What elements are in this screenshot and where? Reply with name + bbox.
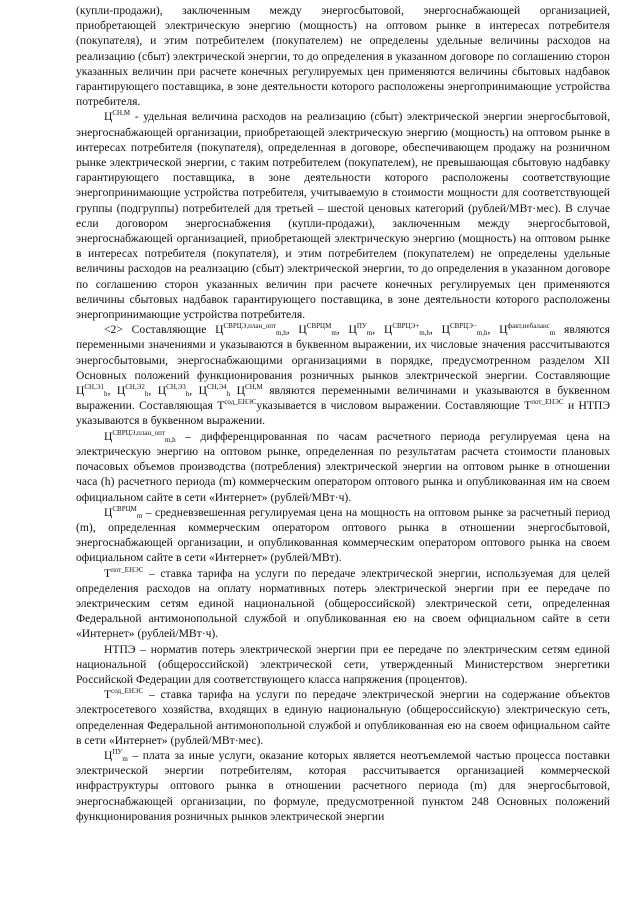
paragraph: $Т^{пот\_ЕНЭС}$ – ставка тарифа на услуги по передаче электрической энергии, используемая для целей определения расходов на оплату нормативных потерь электрической энергии при ее передаче по электрическим сетям единой национальной (общероссийской) электрической сети, определенная Федеральной антимонопольной службой и опубликованная ею на своем официальном сайте в сети «Интернет» (рублей/МВт·ч).	[76, 565, 610, 641]
formula-symbol: $Т^{сод\_ЕНЭС}$	[104, 687, 144, 702]
formula-symbol: $Т^{пот\_ЕНЭС}$	[104, 565, 144, 580]
paragraph: $Ц^{ПУ}_m$ – плата за иные услуги, оказание которых является неотъемлемой частью процесса поставки электрической энергии потребителям, которая рассчитывается организацией коммерческой инфраструктуры оптового рынка в отношении расчетного периода (m) для энергосбытовой, энергоснабжающей организации, по формуле, предусмотренной пунктом 248 Основных положений функционирования розничных рынков электрической энергии	[76, 747, 610, 823]
formula-symbol: $Ц^{СН,М}$	[236, 383, 263, 398]
formula-symbol: $Ц^{СН,Э4}_h$	[198, 383, 231, 399]
formula-symbol: $Ц^{СВРЦЭ+}_{m,h}$	[383, 322, 430, 338]
formula-symbol: $Ц^{СН,М}$	[104, 109, 131, 124]
formula-symbol: $Ц^{СВРЦМ}_m$	[104, 504, 143, 520]
paragraph: (купли-продажи), заключенным между энергосбытовой, энергоснабжающей организацией, приобретающей электрическую энергию (мощность) на оптовом рынке в интересах потребителя (покупателя), и этим потребителем (покупателем) не определены удельные величины расходов на реализацию (сбыт) электрической энергии, то до определения в указанном договоре по соглашению сторон указанных величин при расчете конечных регулируемых цен применяются величины сбытовых надбавок гарантирующего поставщика, в зоне деятельности которого расположены энергопринимающие устройства потребителя.	[76, 4, 610, 109]
paragraph: <2> Составляющие $Ц^{СВРЦЭ,план\_опт}_{m,h}$, $Ц^{СВРЦМ}_m$, $Ц^{ПУ}_m$, $Ц^{СВРЦЭ+}_{m,h}$, $Ц^{СВРЦЭ-}_{m,h}$, $Ц^{факт,небаланс}_m$ являются переменными значениями и указываются в буквенном выражении, их числовые значения рассчитываются энергосбытовыми, энергоснабжающими организациями в порядке, предусмотренном разделом XII Основных положений функционирования розничных рынков электрической энергии. Составляющие $Ц^{СН,Э1}_h$, $Ц^{СН,Э2}_h$, $Ц^{СН,Э3}_h$, $Ц^{СН,Э4}_h$ $Ц^{СН,М}$ являются переменными величинами и указываются в буквенном выражении. Составляющая $Т^{сод\_ЕНЭС}указывается$ в числовом выражении. Составляющие $Т^{пот\_ЕНЭС}$ и НТПЭ указываются в буквенном выражении.	[76, 322, 611, 428]
paragraph: НТПЭ – норматив потерь электрической энергии при ее передаче по электрическим сетям единой национальной (общероссийской) электрической сети, утвержденный Министерством энергетики Российской Федерации для соответствующего класса напряжения (процентов).	[76, 642, 610, 686]
formula-symbol: $Т^{сод\_ЕНЭС}$	[217, 398, 257, 413]
formula-symbol: $Ц^{СВРЦЭ,план\_опт}_{m,h}$	[215, 322, 287, 338]
formula-symbol: $Ц^{СН,Э2}_h$	[116, 383, 149, 399]
formula-symbol: $Т^{пот\_ЕНЭС}$	[524, 398, 564, 413]
paragraph: $Ц^{СВРЦЭ,план\_опт}_{m,h}$ – дифференцированная по часам расчетного периода регулируемая цена на электрическую энергию на оптовом рынке, определенная по результатам расчета стоимости плановых почасовых объемов производства (потребления) электрической энергии на оптовом рынке в отношении часа (h) расчетного периода (m) коммерческим оператором оптового рынка и опубликованная им на своем официальном сайте в сети «Интернет» (рублей/МВт·ч).	[76, 428, 610, 504]
formula-symbol: $Ц^{СН,Э1}_h$	[76, 383, 108, 399]
formula-symbol: $Ц^{ПУ}_m$	[348, 322, 373, 338]
formula-symbol: $Ц^{СВРЦМ}_m$	[298, 322, 337, 338]
paragraph: $Т^{сод\_ЕНЭС}$ – ставка тарифа на услуги по передаче электрической энергии на содержание объектов электросетевого хозяйства, входящих в единую национальную (общероссийскую) электрическую сеть, определенная Федеральной антимонопольной службой и опубликованная ею на своем официальном сайте в сети «Интернет» (рублей/МВт·мес).	[76, 687, 610, 747]
formula-symbol: $Ц^{СВРЦЭ,план\_опт}_{m,h}$	[104, 428, 176, 444]
paragraph: $Ц^{СН,М}$ - удельная величина расходов на реализацию (сбыт) электрической энергии энергосбытовой, энергоснабжающей организации, приобретающей электрическую энергию (мощность) на оптовом рынке в интересах потребителя (покупателя), определенная в договоре, обеспечивающем продажу на розничном рынке электрической энергии, с таким потребителем (покупателем), не превышающая сбытовую надбавку гарантирующего поставщика, в зоне деятельности которого расположены соответствующие энергопринимающие устройства потребителя, учитываемую в стоимости мощности для соответствующей группы (подгруппы) потребителей для третьей – шестой ценовых категорий (рублей/МВт·мес). В случае если договором энергоснабжения (купли-продажи), заключенным между энергосбытовой, энергоснабжающей организацией, приобретающей электрическую энергию (мощность) на оптовом рынке в интересах потребителя (покупателя), и этим потребителем (покупателем) не определены удельные величины расходов на реализацию (сбыт) электрической энергии, то до определения в указанном договоре по соглашению сторон указанных величин при расчете конечных регулируемых цен применяются величины сбытовых надбавок гарантирующего поставщика, в зоне деятельности которого расположены энергопринимающие устройства потребителя.	[76, 109, 610, 322]
formula-symbol: $Ц^{ПУ}_m$	[104, 747, 128, 763]
formula-symbol: $Ц^{СН,Э3}_h$	[157, 383, 190, 399]
formula-symbol: $Ц^{СВРЦЭ-}_{m,h}$	[441, 322, 488, 338]
paragraph: $Ц^{СВРЦМ}_m$ – средневзвешенная регулируемая цена на мощность на оптовом рынке за расчетный период (m), определенная коммерческим оператором оптового рынка в отношении энергосбытовой, энергоснабжающей организации, и опубликованная коммерческим оператором оптового рынка на своем официальном сайте в сети «Интернет» (рублей/МВт).	[76, 504, 610, 565]
formula-symbol: $Ц^{факт,небаланс}_m$	[499, 322, 556, 338]
